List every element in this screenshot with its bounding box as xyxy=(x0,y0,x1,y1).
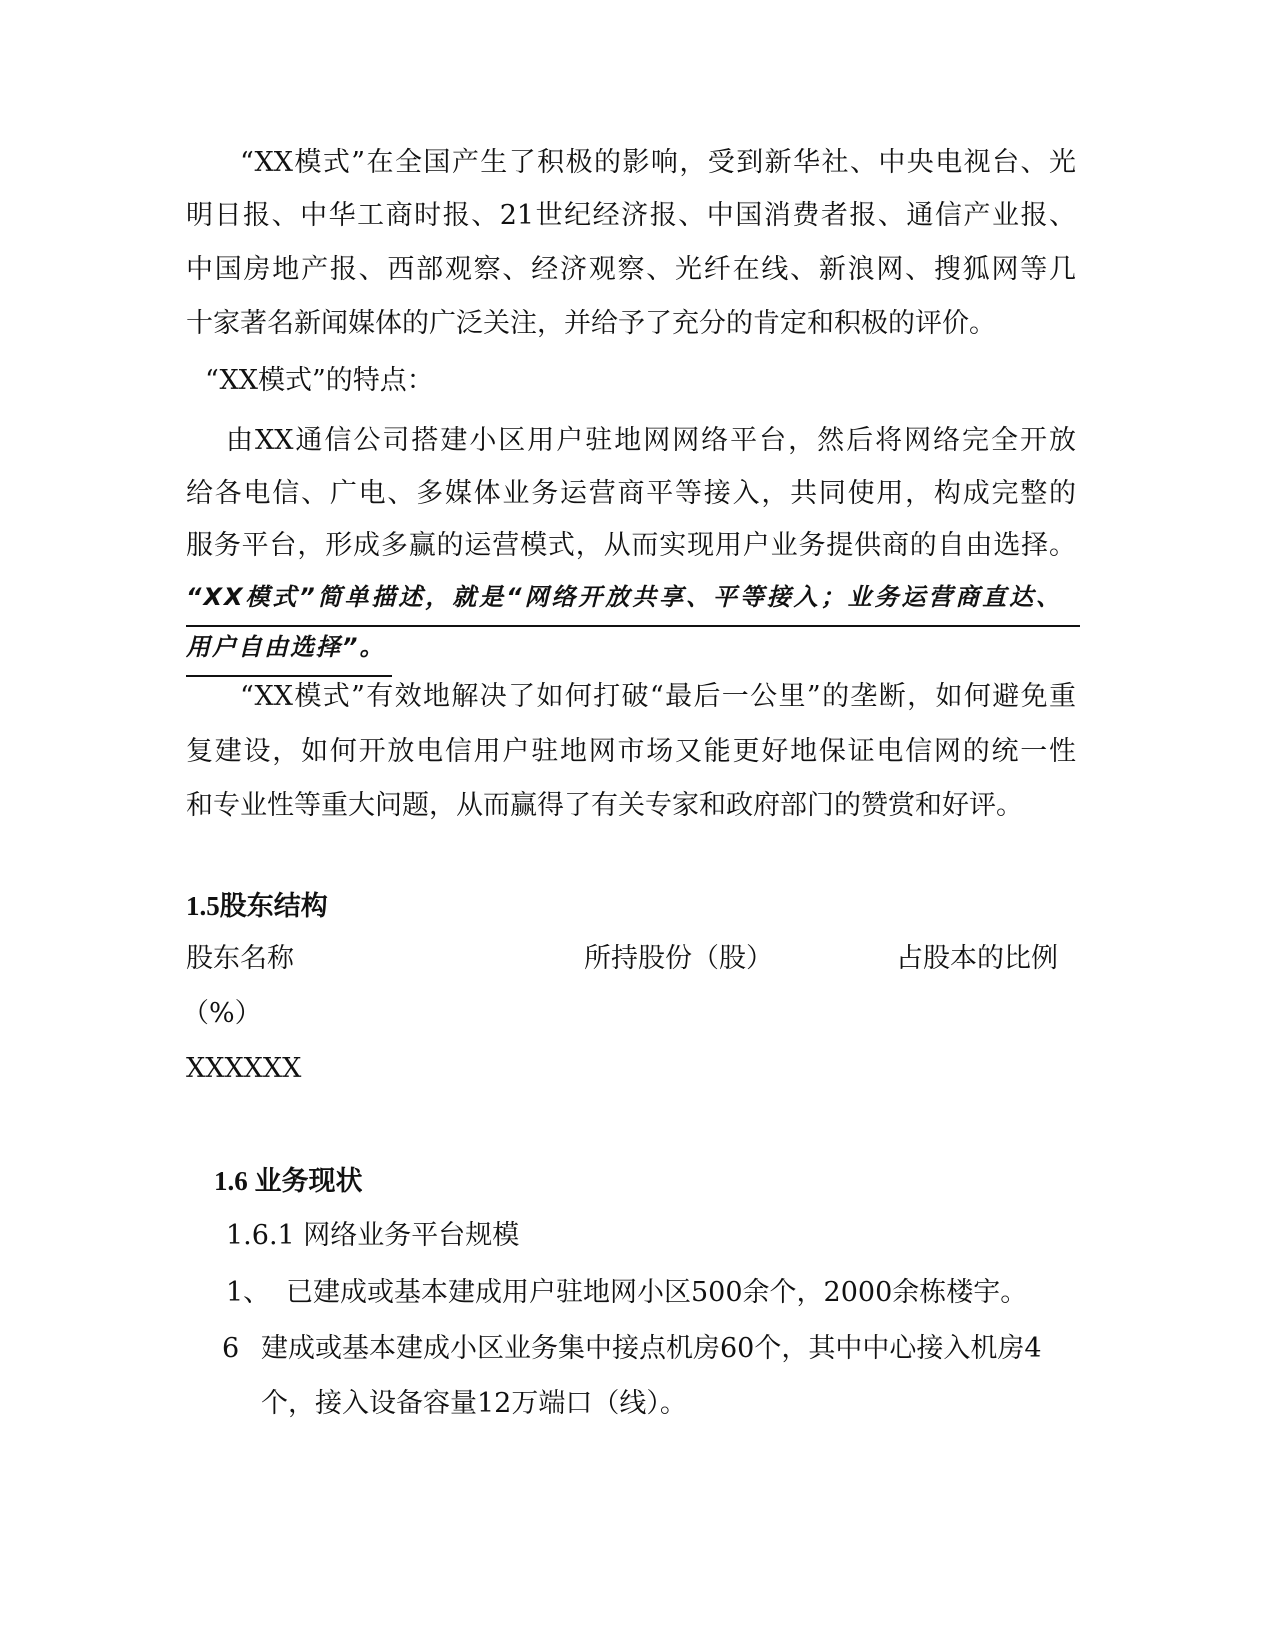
table-header-ratio: 占股本的比例 xyxy=(896,943,1058,974)
para1-line-2: 明日报、中华工商时报、21世纪经济报、中国消费者报、通信产业报、 xyxy=(186,200,1076,231)
para3-line-2: 复建设，如何开放电信用户驻地网市场又能更好地保证电信网的统一性 xyxy=(186,736,1076,767)
table-header-shares: 所持股份（股） xyxy=(584,943,773,974)
table-row-shareholder: XXXXXX xyxy=(186,1053,302,1084)
para1-line-4: 十家著名新闻媒体的广泛关注，并给予了充分的肯定和积极的评价。 xyxy=(186,308,996,339)
section-1-6-1-subtitle: 1.6.1 网络业务平台规模 xyxy=(226,1220,520,1251)
list-item-marker: 6 xyxy=(222,1333,240,1364)
list-item: 建成或基本建成小区业务集中接点机房60个，其中中心接入机房4 xyxy=(261,1333,1042,1364)
emphasis-line-2: 用户自由选择”。 xyxy=(186,633,386,661)
emphasis-line-1: “XX模式”简单描述，就是“网络开放共享、平等接入；业务运营商直达、 xyxy=(186,583,1062,611)
para3-line-3: 和专业性等重大问题，从而赢得了有关专家和政府部门的赞赏和好评。 xyxy=(186,790,1023,821)
features-heading: “XX模式”的特点： xyxy=(205,365,434,396)
para2-line-3: 服务平台，形成多赢的运营模式，从而实现用户业务提供商的自由选择。 xyxy=(186,530,1076,561)
para1-line-1: “XX模式”在全国产生了积极的影响，受到新华社、中央电视台、光 xyxy=(240,147,1076,178)
emphasis-underline-1 xyxy=(186,625,1080,627)
table-header-shareholder: 股东名称 xyxy=(186,943,294,974)
para3-line-1: “XX模式”有效地解决了如何打破“最后一公里”的垄断，如何避免重 xyxy=(240,681,1076,712)
section-1-5-title: 1.5股东结构 xyxy=(186,891,328,921)
emphasis-underline-2 xyxy=(186,675,392,677)
para2-line-1: 由XX通信公司搭建小区用户驻地网网络平台，然后将网络完全开放 xyxy=(226,425,1076,456)
section-1-6-title: 1.6 业务现状 xyxy=(214,1166,363,1196)
para2-line-2: 给各电信、广电、多媒体业务运营商平等接入，共同使用，构成完整的 xyxy=(186,478,1076,509)
table-header-unit: （%） xyxy=(182,998,262,1029)
list-item-marker: 1、 xyxy=(226,1277,271,1308)
para1-line-3: 中国房地产报、西部观察、经济观察、光纤在线、新浪网、搜狐网等几 xyxy=(186,254,1076,285)
list-item: 已建成或基本建成用户驻地网小区500余个，2000余栋楼宇。 xyxy=(286,1277,1028,1308)
list-item-continuation: 个，接入设备容量12万端口（线）。 xyxy=(261,1388,687,1419)
